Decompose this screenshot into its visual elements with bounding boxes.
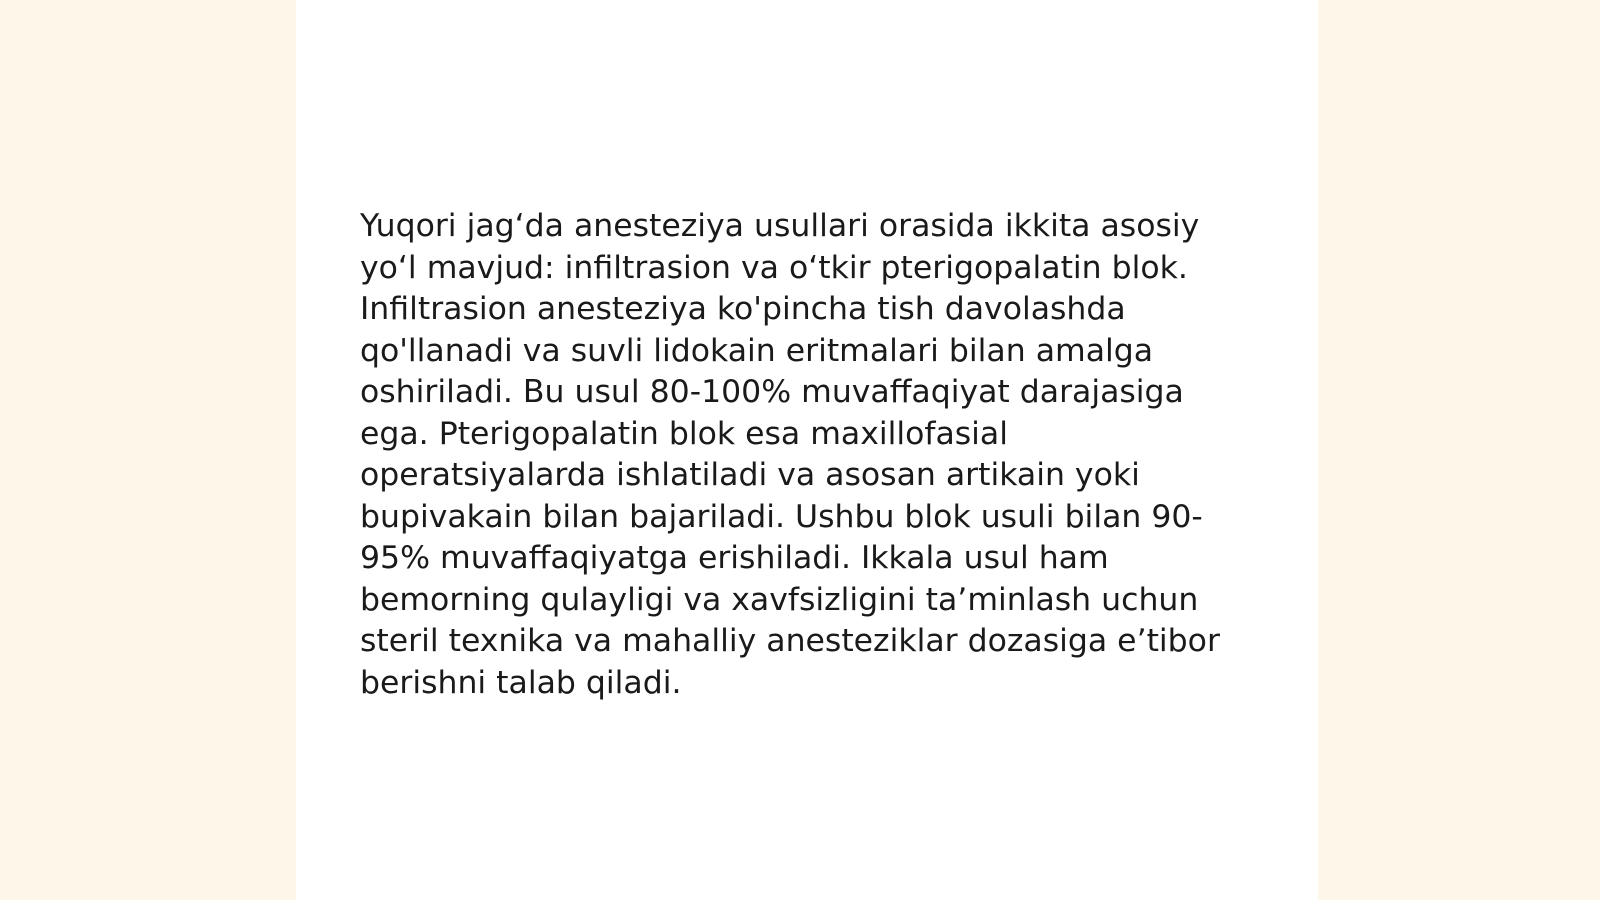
- slide: [296, 0, 1318, 900]
- body-paragraph: Yuqori jagʻda anesteziya usullari orasida ikkita asosiy yoʻl mavjud: infiltrasion va oʻtkir pterigopalatin blok. Infiltrasion anesteziya ko'pincha tish davolashda qo'llanadi va suvli lidokain eritmalari bilan amalga oshiriladi. Bu usul 80-100% muvaffaqiyat darajasiga ega. Pterigopalatin blok esa maxillofasial operatsiyalarda ishlatiladi va asosan artikain yoki bupivakain bilan bajariladi. Ushbu blok usuli bilan 90- 95% muvaffaqiyatga erishiladi. Ikkala usul ham bemorning qulayligi va xavfsizligini taʼminlash uchun steril texnika va mahalliy anesteziklar dozasiga eʼtibor berishni talab qiladi.: [360, 208, 1220, 701]
